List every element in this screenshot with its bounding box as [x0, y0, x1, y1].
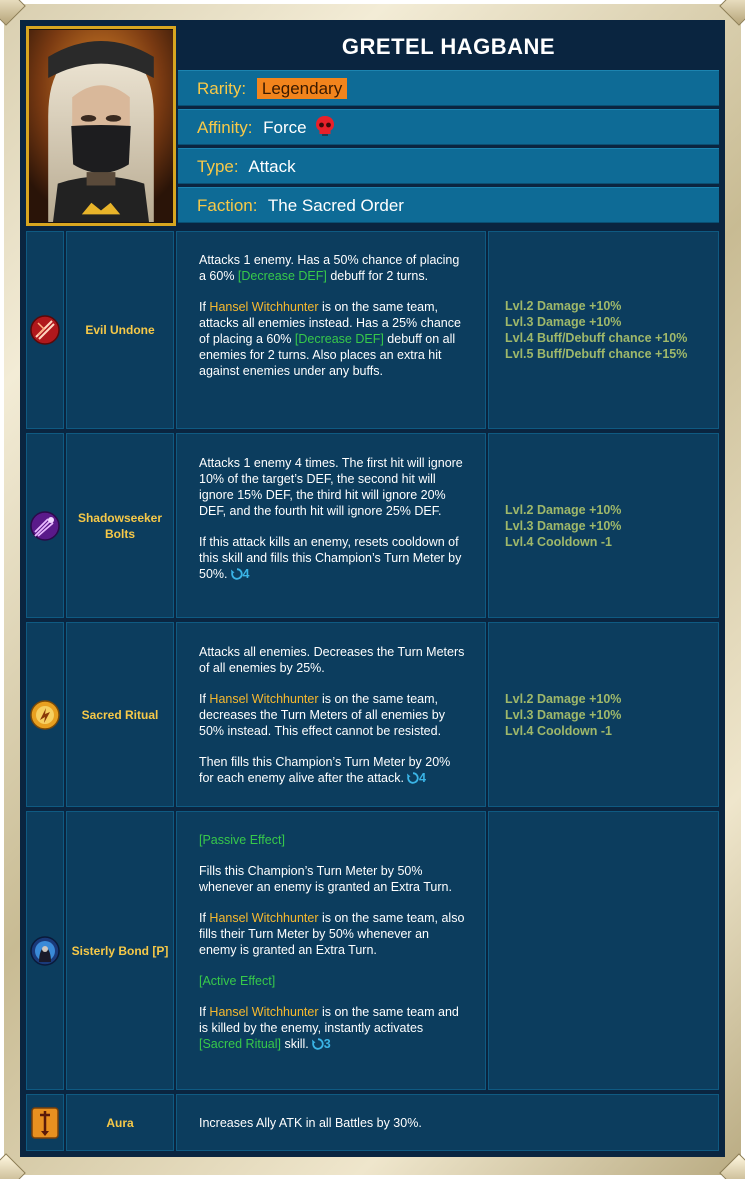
desc-text: skill.: [280, 1037, 309, 1051]
champion-name: GRETEL HAGBANE: [178, 26, 719, 68]
skill-icon-cell: [26, 622, 64, 807]
cooldown-value: 4: [242, 567, 250, 581]
skill-icon-cell: [26, 1094, 64, 1151]
desc-text: Attacks 1 enemy. Has a 50% chance of placing a 60%: [199, 253, 460, 283]
skill-desc-paragraph: [199, 252, 467, 284]
desc-text: debuff on all enemies for 2 turns. Also places an extra hit against enemies under any buffs.: [199, 332, 456, 378]
type-label: Type:: [197, 157, 239, 176]
skill-description: [176, 622, 486, 807]
active-effect-tag: [Active Effect]: [199, 974, 276, 988]
bonus-line: Lvl.2 Damage +10%: [505, 502, 622, 517]
sacred-ritual-icon: [30, 700, 60, 730]
desc-text: If: [199, 692, 210, 706]
skill-name: Evil Undone: [66, 231, 174, 429]
cooldown-icon: [312, 1038, 324, 1050]
bonus-line: Lvl.3 Damage +10%: [505, 518, 622, 533]
skull-icon: [315, 115, 335, 137]
type-row: [178, 148, 719, 184]
skill-bonuses: [488, 231, 719, 429]
affinity-value: Force: [263, 118, 307, 137]
skill-icon-cell: [26, 811, 64, 1090]
bonus-line: Lvl.2 Damage +10%: [505, 691, 622, 706]
faction-value: The Sacred Order: [267, 196, 404, 215]
aura-icon: [31, 1107, 59, 1139]
skill-name: Sacred Ritual: [66, 622, 174, 807]
desc-text: Then fills this Champion’s Turn Meter by 20% for each enemy alive after the attack.: [199, 755, 451, 785]
skill-desc-paragraph: [199, 299, 467, 379]
bonus-line: Lvl.4 Cooldown -1: [505, 534, 612, 549]
rarity-row: [178, 70, 719, 106]
champion-portrait: [26, 26, 176, 226]
skill-desc-paragraph: [199, 691, 467, 739]
bonus-line: Lvl.5 Buff/Debuff chance +15%: [505, 347, 688, 361]
debuff-tag: [Decrease DEF]: [294, 332, 384, 346]
bonus-line: Lvl.4 Buff/Debuff chance +10%: [505, 331, 688, 345]
affinity-label: Affinity:: [197, 118, 253, 137]
skill-desc-paragraph: [199, 534, 467, 582]
skill-icon-cell: [26, 231, 64, 429]
skill-desc-paragraph: Attacks all enemies. Decreases the Turn Meters of all enemies by 25%.: [199, 645, 465, 675]
type-value: Attack: [248, 157, 296, 176]
skill-name: Aura: [66, 1094, 174, 1151]
cooldown-value: 3: [323, 1037, 331, 1051]
skill-name: Shadowseeker Bolts: [66, 433, 174, 618]
desc-text: is on the same team and is killed by the enemy, instantly activates: [199, 1005, 459, 1035]
skill-name: Sisterly Bond [P]: [66, 811, 174, 1090]
skill-bonuses: [488, 433, 719, 618]
desc-text: is on the same team, attacks all enemies instead. Has a 25% chance of placing a 60%: [199, 300, 461, 346]
skill-desc-paragraph: [199, 754, 467, 786]
bonus-line: Lvl.3 Damage +10%: [505, 315, 622, 329]
debuff-tag: [Decrease DEF]: [237, 269, 327, 283]
desc-text: If: [199, 1005, 210, 1019]
skill-description: [176, 1094, 719, 1151]
skill-bonuses: [488, 811, 719, 1090]
champion-name-highlight: Hansel Witchhunter: [209, 911, 319, 925]
skill-description: [176, 231, 486, 429]
rarity-label: Rarity:: [197, 79, 247, 98]
affinity-row: [178, 109, 719, 145]
cooldown-icon: [407, 772, 419, 784]
bonus-line: Lvl.3 Damage +10%: [505, 707, 622, 722]
passive-effect-tag: [Passive Effect]: [199, 833, 285, 847]
skill-description: [176, 433, 486, 618]
skill-desc-paragraph: [199, 910, 467, 958]
desc-text: If this attack kills an enemy, resets cooldown of this skill and fills this Champion’s Turn Meter by 50%.: [199, 535, 462, 581]
desc-text: is on the same team, decreases the Turn Meters of all enemies by 50% instead. This effect cannot be resisted.: [199, 692, 445, 738]
rarity-badge: Legendary: [257, 78, 347, 99]
skill-desc-paragraph: Attacks 1 enemy 4 times. The first hit will ignore 10% of the target’s DEF, the second hit will ignore 15% DEF, the third hit will ignore 20% DEF, and the fourth hit will ignore 25% DEF.: [199, 456, 463, 518]
champion-name-highlight: Hansel Witchhunter: [209, 1005, 319, 1019]
bonus-line: Lvl.2 Damage +10%: [505, 299, 622, 313]
bonus-line: Lvl.4 Cooldown -1: [505, 723, 612, 738]
faction-label: Faction:: [197, 196, 258, 215]
champion-portrait-image: [29, 29, 173, 223]
sisterly-bond-icon: [30, 936, 60, 966]
desc-text: debuff for 2 turns.: [326, 269, 429, 283]
cooldown-value: 4: [418, 771, 426, 785]
skill-icon-cell: [26, 433, 64, 618]
champion-name-highlight: Hansel Witchhunter: [209, 692, 319, 706]
skill-desc-paragraph: [199, 1004, 467, 1052]
faction-row: [178, 187, 719, 223]
skill-reference-tag: [Sacred Ritual]: [199, 1037, 281, 1051]
shadowseeker-bolts-icon: [30, 511, 60, 541]
champion-name-highlight: Hansel Witchhunter: [209, 300, 319, 314]
desc-text: If: [199, 911, 210, 925]
skill-bonuses: [488, 622, 719, 807]
desc-text: If: [199, 300, 210, 314]
evil-undone-icon: [30, 315, 60, 345]
skill-desc-paragraph: Fills this Champion’s Turn Meter by 50% whenever an enemy is granted an Extra Turn.: [199, 864, 452, 894]
desc-text: is on the same team, also fills their Turn Meter by 50% whenever an enemy is granted an Extra Turn.: [199, 911, 465, 957]
skill-description: [176, 811, 486, 1090]
cooldown-icon: [231, 568, 243, 580]
aura-description: Increases Ally ATK in all Battles by 30%.: [199, 1115, 422, 1130]
